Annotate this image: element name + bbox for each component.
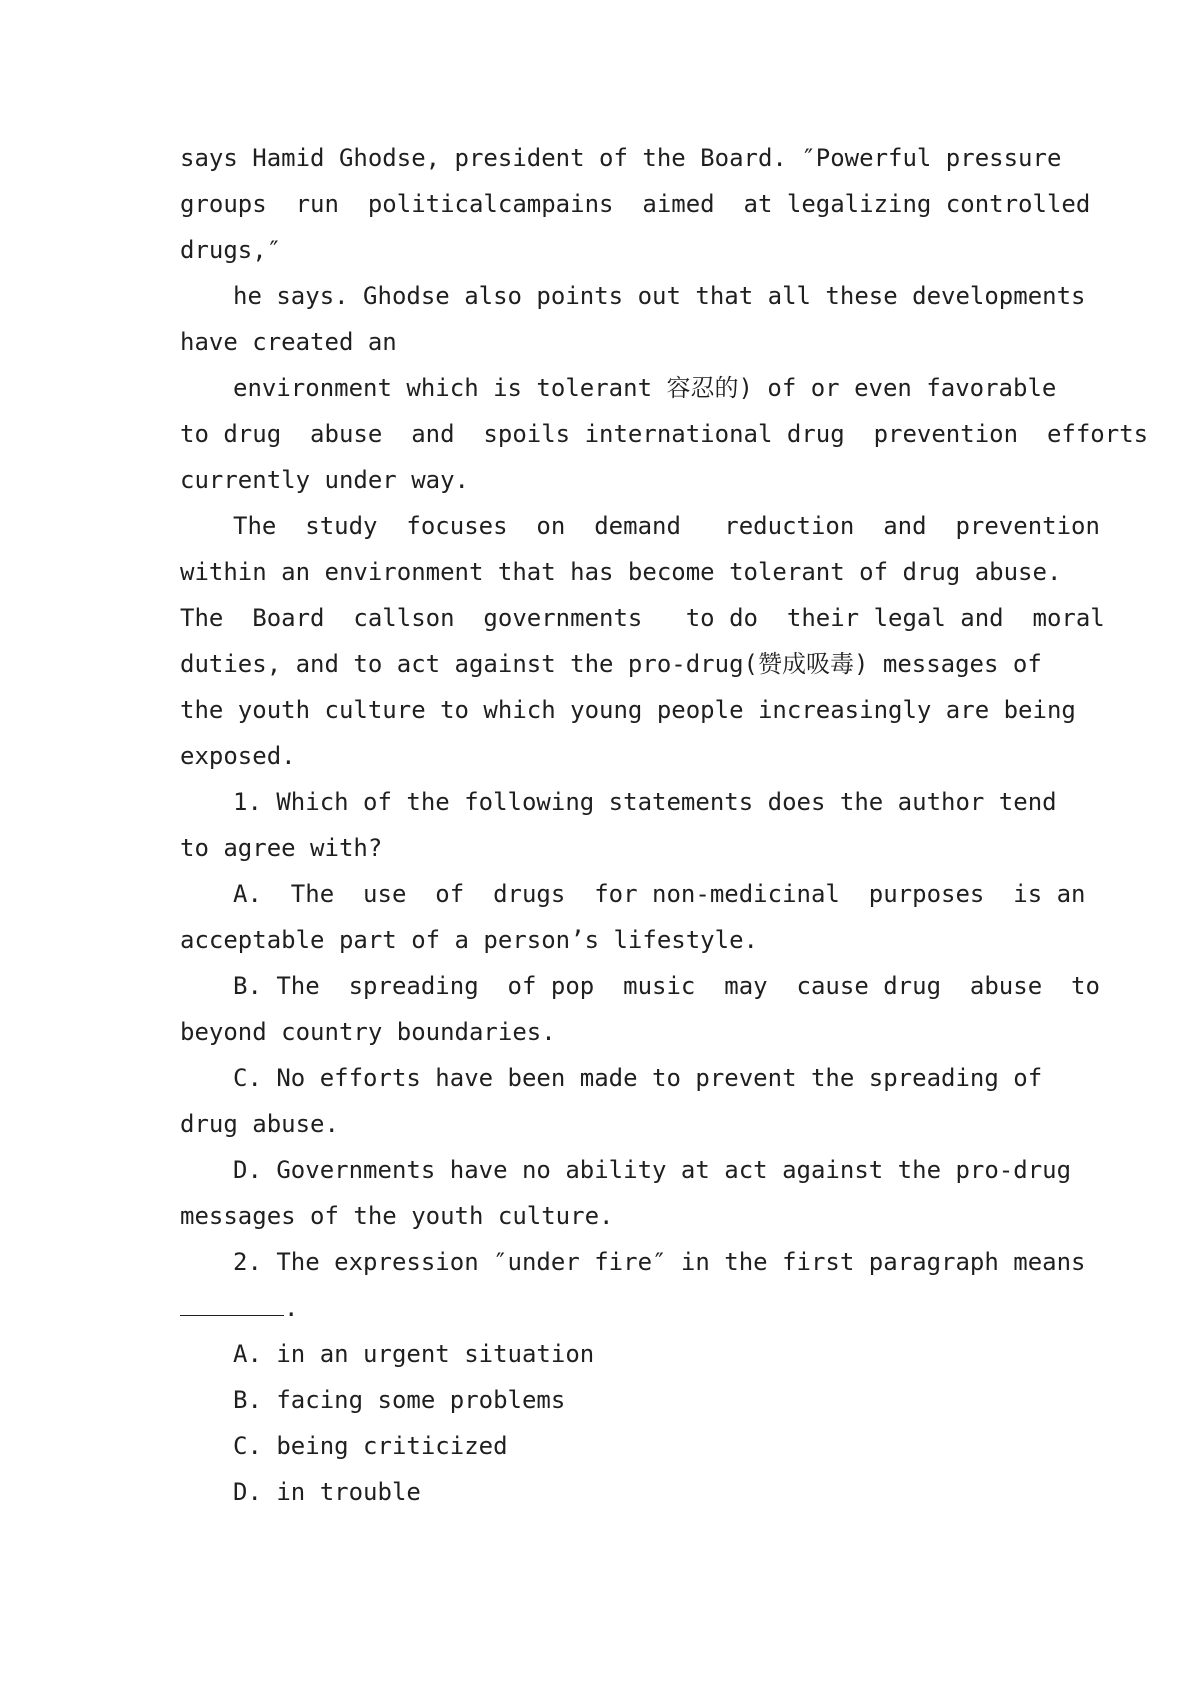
text-line: currently under way. xyxy=(180,466,469,494)
question-2-stem: 2. The expression ″under fire″ in the first paragraph means xyxy=(233,1248,1086,1276)
question-2-option-a: A. in an urgent situation xyxy=(233,1340,595,1368)
text-line: says Hamid Ghodse, president of the Board. ″Powerful pressure xyxy=(180,144,1062,172)
text-line: within an environment that has become tolerant of drug abuse. xyxy=(180,558,1062,586)
text-line: The Board callson governments to do their legal and moral xyxy=(180,604,1105,632)
question-1-stem: 1. Which of the following statements does the author tend xyxy=(233,788,1057,816)
text-line: drugs,″ xyxy=(180,236,282,264)
question-1-option-b: B. The spreading of pop music may cause drug abuse to xyxy=(233,972,1100,1000)
question-1-option-a: A. The use of drugs for non-medicinal purposes is an xyxy=(233,880,1086,908)
question-1-option-c: drug abuse. xyxy=(180,1110,339,1138)
question-1-option-a: acceptable part of a person’s lifestyle. xyxy=(180,926,758,954)
text-line: the youth culture to which young people increasingly are being xyxy=(180,696,1076,724)
text-line: environment which is tolerant 容忍的) of or even favorable xyxy=(233,374,1057,402)
question-1-option-b: beyond country boundaries. xyxy=(180,1018,556,1046)
question-1-option-d: D. Governments have no ability at act against the pro-drug xyxy=(233,1156,1072,1184)
question-1-stem: to agree with? xyxy=(180,834,383,862)
text-line: groups run politicalcampains aimed at legalizing controlled xyxy=(180,190,1091,218)
text-line: exposed. xyxy=(180,742,296,770)
text-line: have created an xyxy=(180,328,397,356)
answer-blank xyxy=(180,1297,284,1316)
text-line: The study focuses on demand reduction and prevention xyxy=(233,512,1100,540)
blank-period: . xyxy=(284,1294,299,1322)
text-line: duties, and to act against the pro-drug(赞成吸毒) messages of xyxy=(180,650,1042,678)
question-2-option-b: B. facing some problems xyxy=(233,1386,566,1414)
text-line: to drug abuse and spoils international drug prevention efforts xyxy=(180,420,1149,448)
question-1-option-c: C. No efforts have been made to prevent the spreading of xyxy=(233,1064,1043,1092)
question-1-option-d: messages of the youth culture. xyxy=(180,1202,614,1230)
text-line: he says. Ghodse also points out that all these developments xyxy=(233,282,1086,310)
answer-blank-line xyxy=(180,1293,298,1323)
question-2-option-d: D. in trouble xyxy=(233,1478,421,1506)
question-2-option-c: C. being criticized xyxy=(233,1432,508,1460)
